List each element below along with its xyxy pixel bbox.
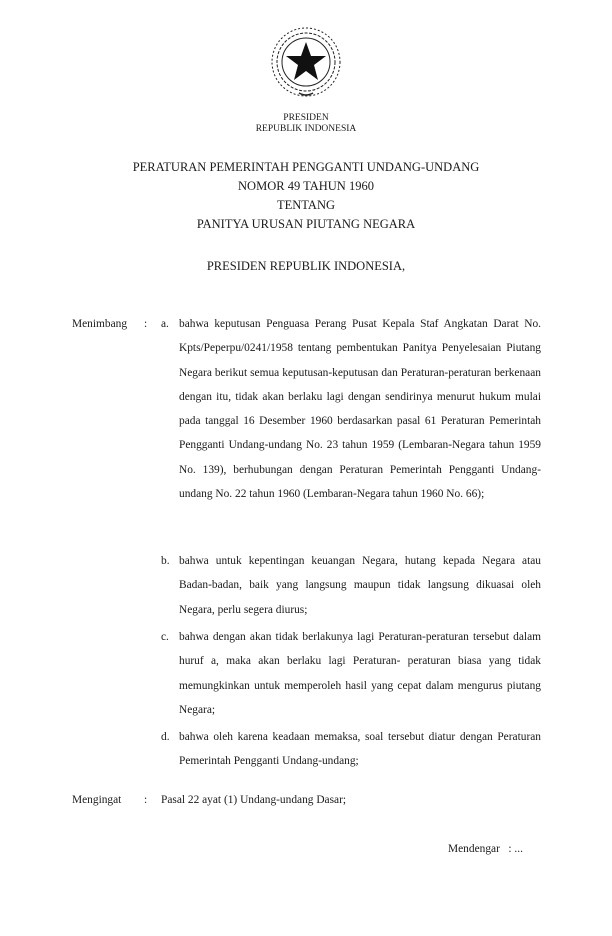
mengingat-label: Mengingat	[72, 794, 122, 806]
item-letter: c.	[161, 631, 169, 643]
header-presiden: PRESIDEN	[283, 113, 329, 123]
menimbang-item-b	[161, 549, 541, 622]
item-text: bahwa untuk kepentingan keuangan Negara, hutang kepada Negara atau Badan-badan, baik yang langsung maupun tidak langsung dikuasai oleh Negara, perlu segera diurus;	[179, 555, 541, 616]
header-republik: REPUBLIK INDONESIA	[255, 124, 357, 134]
item-text: bahwa keputusan Penguasa Perang Pusat Kepala Staf Angkatan Darat No. Kpts/Peperpu/0241/1958 tentang pembentukan Panitya Penyelesaian Piutang Negara berikut semua keputusan-keputusan dan Peraturan-peraturan berkenaan dengan itu, tidak akan berlaku lagi dengan sendirinya menurut hukum mulai pada tanggal 16 Desember 1960 berdasarkan pasal 61 Peraturan Pemerintah Pengganti Undang-undang No. 23 tahun 1959 (Lembaran-Negara tahun 1959 No. 139), berhubungan dengan Peraturan Pemerintah Pengganti Undang-undang No. 22 tahun 1960 (Lembaran-Negara tahun 1960 No. 66);	[179, 318, 541, 501]
garuda-emblem-icon	[269, 25, 343, 99]
continuation-note: Mendengar : ...	[448, 843, 523, 855]
title-line-4: PANITYA URUSAN PIUTANG NEGARA	[196, 217, 416, 231]
item-text: bahwa oleh karena keadaan memaksa, soal tersebut diatur dengan Peraturan Pemerintah Pengganti Undang-undang;	[179, 731, 541, 768]
title-line-3: TENTANG	[276, 198, 335, 212]
title-line-2: NOMOR 49 TAHUN 1960	[238, 179, 374, 193]
menimbang-item-d	[161, 725, 541, 774]
mengingat-text: Pasal 22 ayat (1) Undang-undang Dasar;	[161, 794, 347, 806]
item-letter: a.	[161, 318, 169, 330]
issuer: PRESIDEN REPUBLIK INDONESIA,	[206, 259, 406, 273]
menimbang-colon: :	[144, 318, 148, 330]
item-letter: b.	[161, 555, 170, 567]
mengingat-colon: :	[144, 794, 148, 806]
menimbang-label: Menimbang	[72, 318, 128, 330]
menimbang-item-a	[161, 312, 541, 506]
menimbang-item-c	[161, 625, 541, 722]
title-line-1: PERATURAN PEMERINTAH PENGGANTI UNDANG-UNDANG	[132, 160, 480, 174]
item-text: bahwa dengan akan tidak berlakunya lagi Peraturan-peraturan tersebut dalam huruf a, maka akan berlaku lagi Peraturan- peraturan biasa yang tidak memungkinkan untuk memperoleh hasil yang cepat dalam mengurus piutang Negara;	[179, 631, 541, 716]
item-letter: d.	[161, 731, 170, 743]
